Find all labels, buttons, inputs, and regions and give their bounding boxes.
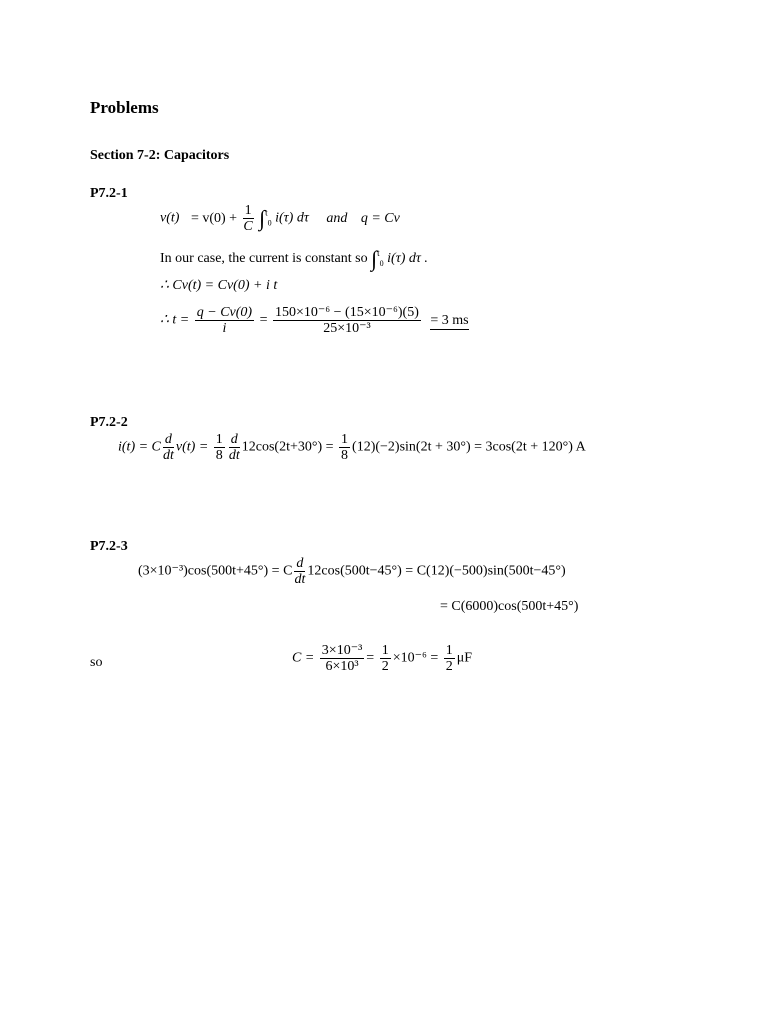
p3-equation-1 <box>138 556 566 587</box>
p3-frac-d-den: dt <box>294 572 306 587</box>
p1-eq3-fraction-1 <box>195 305 254 336</box>
p1-eq3-fraction-2 <box>273 305 421 336</box>
p3-eq1-b: 12cos(500t−45°) = C(12)(−500)sin(500t−45°) <box>307 563 566 579</box>
integral-sign: ∫ <box>259 205 266 231</box>
p2-frac-d <box>163 432 174 463</box>
p2-frac-1-8 <box>214 432 225 463</box>
page-title: Problems <box>90 98 159 117</box>
p3-eq1-a: (3×10⁻³)cos(500t+45°) = C <box>138 563 293 579</box>
p3-c-frac-2 <box>380 643 391 674</box>
p2-eq-d: (12)(−2)sin(2t + 30°) = 3cos(2t + 120°) A <box>352 439 586 455</box>
p2-frac-1-8-num: 1 <box>215 432 223 447</box>
p1-equation-2: ∴ Cv(t) = Cv(0) + i t <box>160 278 278 293</box>
p3-c-unit: μF <box>456 650 473 666</box>
p2-frac-d-num: d <box>164 432 172 447</box>
p2-eq-b: v(t) = <box>175 439 209 455</box>
p1-eq1-q: q = Cv <box>360 210 400 226</box>
p2-frac-1-8b-num: 1 <box>341 432 349 447</box>
p1-eq3-lead: ∴ t = <box>160 312 190 328</box>
p1-eq1-integrand: i(τ) dτ <box>275 210 309 226</box>
p1-eq3-equals: = <box>259 312 268 328</box>
p3-c-equation <box>292 643 472 674</box>
p1-eq1-lhs: v(t) <box>160 210 180 226</box>
integral-sign: ∫ <box>371 246 378 271</box>
p1-equation-3 <box>160 305 469 336</box>
p2-frac-d2-num: d <box>230 432 238 447</box>
problem-label-1: P7.2-1 <box>90 186 128 201</box>
p1-eq1-and: and <box>326 210 348 226</box>
p3-c-frac2-num: 1 <box>381 643 389 658</box>
p1-eq3-result: = 3 ms <box>430 312 469 328</box>
p2-frac-d-den: dt <box>162 448 174 463</box>
p1-eq3-frac1-den: i <box>222 321 227 336</box>
p1-eq3-frac2-num: 150×10⁻⁶ − (15×10⁻⁶)(5) <box>274 305 419 320</box>
p3-c-eq1: = <box>366 650 375 666</box>
p2-frac-d2 <box>229 432 240 463</box>
p3-c-frac-3 <box>444 643 455 674</box>
p2-eq-a: i(t) = C <box>118 439 161 455</box>
problem-label-2: P7.2-2 <box>90 415 128 430</box>
p1-eq1-int-upper: t <box>265 207 268 218</box>
p1-eq1-frac-den: C <box>243 219 253 234</box>
p2-frac-1-8b <box>339 432 350 463</box>
p3-so: so <box>90 655 103 670</box>
p2-frac-1-8-den: 8 <box>215 448 223 463</box>
p3-c-frac3-den: 2 <box>445 659 453 674</box>
p1-eq1-int-lower: 0 <box>267 218 272 228</box>
p1-eq1-frac-num: 1 <box>244 203 252 218</box>
p3-c-frac2-den: 2 <box>381 659 389 674</box>
p1-int-lower: 0 <box>379 259 384 268</box>
p3-c-lhs: C = <box>292 650 315 666</box>
p2-frac-d2-den: dt <box>228 448 240 463</box>
p1-text-integrand: i(τ) dτ . <box>387 251 428 266</box>
p3-frac-d <box>294 556 305 587</box>
problem-label-3: P7.2-3 <box>90 539 128 554</box>
p3-c-frac-1 <box>320 643 364 674</box>
p3-c-frac3-num: 1 <box>445 643 453 658</box>
p3-frac-d-num: d <box>296 556 304 571</box>
p1-text-line <box>160 246 428 272</box>
p3-c-frac1-num: 3×10⁻³ <box>321 643 363 658</box>
p3-c-frac1-den: 6×10³ <box>325 659 359 674</box>
p2-eq-c: 12cos(2t+30°) = <box>241 439 334 455</box>
p2-equation <box>118 432 586 463</box>
p1-eq1-fraction <box>243 203 254 234</box>
p1-eq3-frac2-den: 25×10⁻³ <box>323 321 371 336</box>
p3-equation-2: = C(6000)cos(500t+45°) <box>440 599 579 614</box>
p1-text: In our case, the current is constant so <box>160 251 368 266</box>
p1-equation-1 <box>160 203 400 234</box>
section-title: Section 7-2: Capacitors <box>90 148 230 163</box>
p2-frac-1-8b-den: 8 <box>341 448 349 463</box>
p1-eq1-rhs-a: = v(0) + <box>190 210 238 226</box>
p3-c-mid: ×10⁻⁶ = <box>392 650 439 666</box>
p1-int-upper: t <box>377 248 380 258</box>
p1-eq3-frac1-num: q − Cv(0) <box>196 305 253 320</box>
